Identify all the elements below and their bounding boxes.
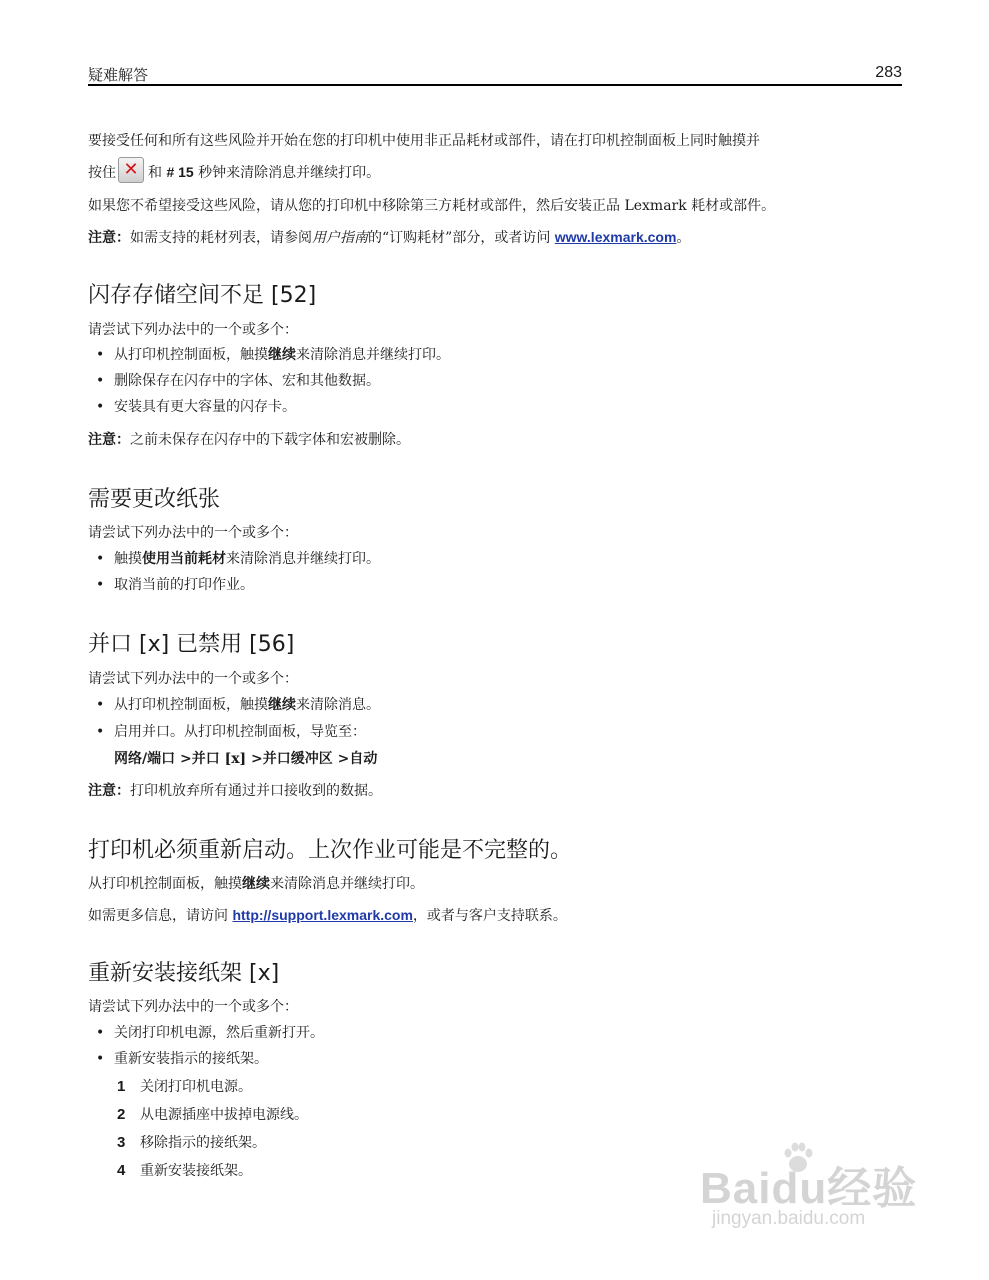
paper-b1-b: 来清除消息并继续打印。 [226, 551, 380, 567]
parallel-bullet-2: 启用并口。从打印机控制面板，导览至： [114, 724, 366, 740]
note-label: 注意： [88, 432, 130, 448]
intro-note-b: 的“订购耗材”部分，或者访问 [368, 230, 555, 246]
heading-parallel: 并口 [x] 已禁用 [56] [88, 632, 295, 657]
intro-note [88, 227, 690, 248]
intro-line-2-b: 和 [148, 165, 162, 181]
bin-bullet-2: 重新安装指示的接纸架。 [114, 1051, 268, 1067]
flash-bullet-2: 删除保存在闪存中的字体、宏和其他数据。 [114, 373, 380, 389]
lexmark-link[interactable]: www.lexmark.com [554, 229, 677, 245]
intro-note-end: 。 [676, 230, 691, 246]
paper-b1-a: 触摸 [114, 551, 142, 567]
parallel-lead: 请尝试下列办法中的一个或多个： [88, 671, 298, 687]
step-number: 3 [117, 1134, 126, 1151]
flash-b1-bold: 继续 [268, 347, 296, 363]
heading-paper: 需要更改纸张 [88, 487, 221, 512]
intro-note-a: 如需支持的耗材列表，请参阅 [130, 230, 312, 246]
bullet-icon: • [96, 577, 105, 593]
paper-lead: 请尝试下列办法中的一个或多个： [88, 525, 298, 541]
heading-flash: 闪存存储空间不足 [52] [88, 283, 317, 308]
flash-note [88, 430, 410, 450]
watermark-logo: Baidu经验 [700, 1164, 918, 1213]
note-label: 注意： [88, 783, 130, 799]
step-text: 重新安装接纸架。 [140, 1163, 252, 1179]
page-number: 283 [875, 64, 902, 81]
parallel-note [88, 781, 382, 801]
parallel-b1-bold: 继续 [268, 697, 296, 713]
step-text: 从电源插座中拔掉电源线。 [140, 1107, 308, 1123]
intro-line-2-d: 秒钟来清除消息并继续打印。 [198, 165, 381, 181]
paper-bullet-1 [114, 549, 380, 569]
bin-bullet-1: 关闭打印机电源，然后重新打开。 [114, 1025, 324, 1041]
step-number: 4 [117, 1162, 126, 1179]
flash-bullet-1 [114, 345, 450, 365]
support-link[interactable]: http://support.lexmark.com [232, 907, 413, 923]
intro-line-2-a: 按住 [88, 165, 116, 181]
bullet-icon: • [96, 1025, 105, 1041]
restart-p2-a: 如需更多信息，请访问 [88, 908, 233, 924]
intro-line-3: 如果您不希望接受这些风险，请从您的打印机中移除第三方耗材或部件，然后安装正品 Lexmark 耗材或部件。 [88, 198, 776, 214]
restart-p1-a: 从打印机控制面板，触摸 [88, 876, 242, 892]
bullet-icon: • [96, 724, 105, 740]
restart-p2-b: ，或者与客户支持联系。 [412, 908, 567, 924]
flash-lead: 请尝试下列办法中的一个或多个： [88, 322, 298, 338]
parallel-b1-a: 从打印机控制面板，触摸 [114, 697, 268, 713]
flash-bullet-3: 安装具有更大容量的闪存卡。 [114, 399, 296, 415]
step-text: 关闭打印机电源。 [140, 1079, 252, 1095]
intro-note-italic: 用户指南 [312, 230, 368, 246]
page-header [88, 60, 902, 86]
step-number: 2 [117, 1106, 126, 1123]
intro-line-2-c: # 15 [166, 164, 194, 180]
bullet-icon: • [96, 551, 105, 567]
bullet-icon: • [96, 697, 105, 713]
note-label: 注意： [88, 230, 130, 246]
bullet-icon: • [96, 347, 105, 363]
section-title: 疑难解答 [88, 66, 149, 84]
restart-p1-bold: 继续 [242, 876, 270, 892]
restart-p2 [88, 905, 567, 926]
paper-bullet-2: 取消当前的打印作业。 [114, 577, 254, 593]
parallel-b1-b: 来清除消息。 [296, 697, 380, 713]
watermark-url: jingyan.baidu.com [712, 1208, 866, 1229]
bullet-icon: • [96, 373, 105, 389]
paper-b1-bold: 使用当前耗材 [142, 551, 226, 567]
bin-lead: 请尝试下列办法中的一个或多个： [88, 999, 298, 1015]
flash-b1-b: 来清除消息并继续打印。 [296, 347, 450, 363]
step-text: 移除指示的接纸架。 [140, 1135, 266, 1151]
bullet-icon: • [96, 1051, 105, 1067]
restart-p1-b: 来清除消息并继续打印。 [270, 876, 424, 892]
intro-line-1: 要接受任何和所有这些风险并开始在您的打印机中使用非正品耗材或部件，请在打印机控制面板上同时触摸并 [88, 133, 760, 149]
heading-restart: 打印机必须重新启动。上次作业可能是不完整的。 [88, 838, 573, 863]
flash-b1-a: 从打印机控制面板，触摸 [114, 347, 268, 363]
restart-p1 [88, 874, 424, 894]
parallel-bullet-1 [114, 695, 380, 715]
cancel-x-icon: ✕ [118, 157, 144, 183]
step-number: 1 [117, 1078, 126, 1095]
flash-note-text: 之前未保存在闪存中的下载字体和宏被删除。 [130, 432, 410, 448]
parallel-menu-path: 网络/端口 >并口 [x] >并口缓冲区 >自动 [114, 751, 378, 767]
parallel-note-text: 打印机放弃所有通过并口接收到的数据。 [130, 783, 382, 799]
bullet-icon: • [96, 399, 105, 415]
heading-bin: 重新安装接纸架 [x] [88, 961, 280, 986]
intro-line-2 [88, 160, 380, 186]
